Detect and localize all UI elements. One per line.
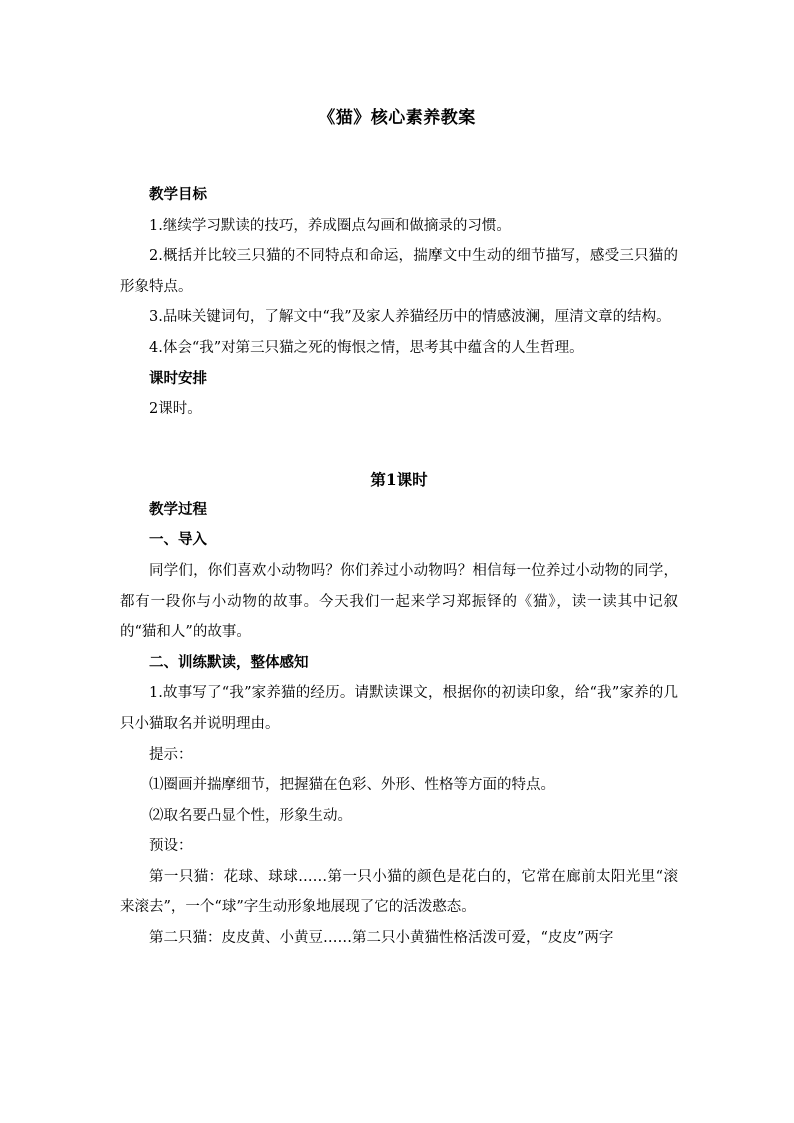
section1-text: 同学们，你们喜欢小动物吗？你们养过小动物吗？相信每一位养过小动物的同学，都有一段你与小动物的故事。今天我们一起来学习郑振铎的《猫》，读一读其中记叙的“猫和人”的故事。 bbox=[120, 562, 678, 641]
objective-item-3: 3.品味关键词句，了解文中“我”及家人养猫经历中的情感波澜，厘清文章的结构。 bbox=[149, 309, 671, 326]
objective-item-4: 4.体会“我”对第三只猫之死的悔恨之情，思考其中蕴含的人生哲理。 bbox=[149, 339, 584, 356]
objective-item-1: 1.继续学习默读的技巧，养成圈点勾画和做摘录的习惯。 bbox=[149, 217, 511, 234]
section2-heading: 二、训练默读，整体感知 bbox=[149, 653, 309, 671]
document-title: 《猫》核心素养教案 bbox=[318, 108, 476, 128]
lesson-title: 第1课时 bbox=[370, 469, 428, 489]
preset-item-1: 第一只猫：花球、球球……第一只小猫的颜色是花白的，它常在廊前太阳光里“滚来滚去”，一个“球”字生动形象地展现了它的活泼憨态。 bbox=[120, 868, 678, 916]
document-body bbox=[120, 180, 678, 954]
hint-item-2: ⑵取名要凸显个性，形象生动。 bbox=[149, 807, 352, 824]
section2-task: 1.故事写了“我”家养猫的经历。请默读课文，根据你的初读印象，给“我”家养的几只小猫取名并说明理由。 bbox=[120, 685, 678, 732]
schedule-text: 2课时。 bbox=[149, 401, 202, 418]
objective-item-2: 2.概括并比较三只猫的不同特点和命运，揣摩文中生动的细节描写，感受三只猫的形象特点。 bbox=[120, 248, 678, 295]
preset-label: 预设： bbox=[149, 838, 193, 855]
process-heading: 教学过程 bbox=[149, 500, 207, 518]
section-spacer bbox=[120, 425, 678, 465]
hint-item-1: ⑴圈画并揣摩细节，把握猫在色彩、外形、性格等方面的特点。 bbox=[149, 777, 555, 794]
section1-heading: 一、导入 bbox=[149, 531, 207, 549]
hint-label: 提示： bbox=[149, 746, 193, 763]
schedule-heading: 课时安排 bbox=[149, 369, 207, 387]
preset-item-2: 第二只猫：皮皮黄、小黄豆……第二只小黄猫性格活泼可爱，“皮皮”两字 bbox=[149, 930, 614, 947]
objectives-heading: 教学目标 bbox=[149, 186, 207, 203]
